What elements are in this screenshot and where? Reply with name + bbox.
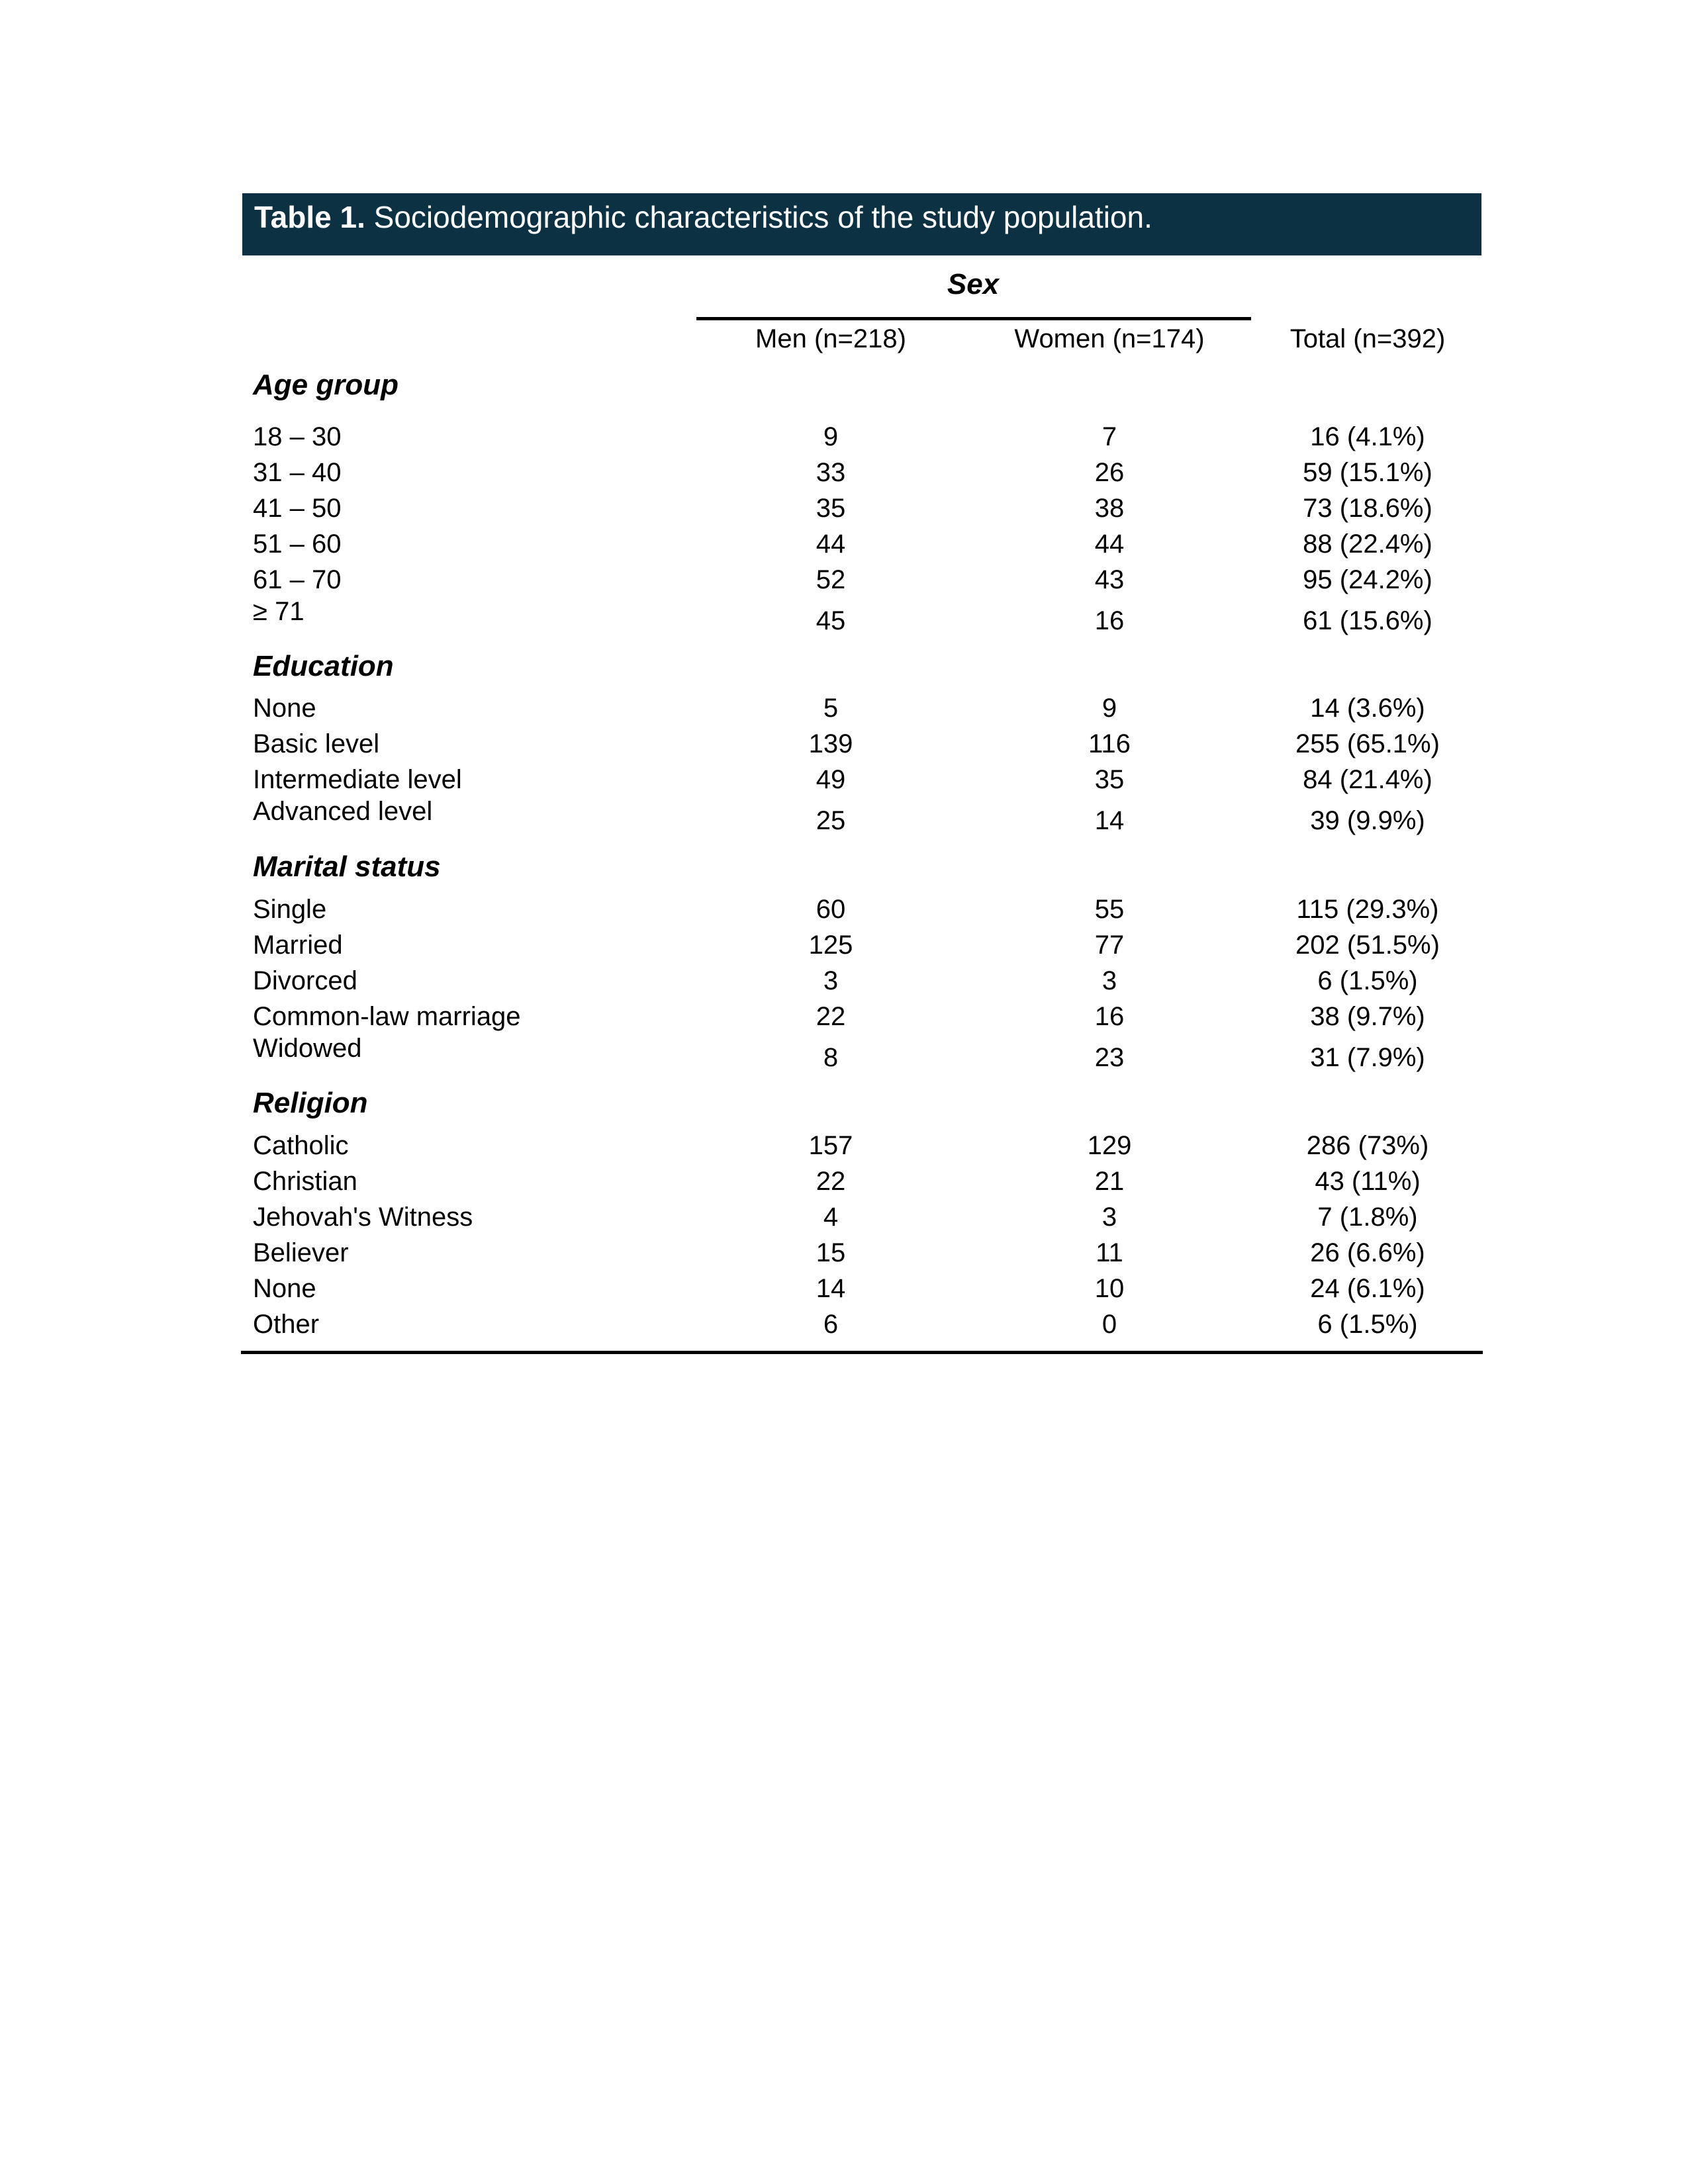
table-row — [242, 1306, 1481, 1343]
row-label: Single — [253, 895, 327, 924]
table-row — [242, 962, 1481, 999]
cell-total: 31 (7.9%) — [1310, 1043, 1425, 1072]
cell-total: 6 (1.5%) — [1317, 1310, 1418, 1339]
table-row — [242, 1127, 1481, 1164]
row-label: Believer — [253, 1238, 349, 1267]
table-row — [242, 725, 1481, 762]
cell-total: 61 (15.6%) — [1303, 606, 1432, 635]
cell-total: 6 (1.5%) — [1317, 966, 1418, 995]
cell-women: 3 — [1102, 1203, 1117, 1232]
cell-men: 49 — [816, 765, 846, 794]
row-label: Jehovah's Witness — [253, 1203, 473, 1232]
table-row — [242, 927, 1481, 964]
section-heading: Religion — [253, 1087, 368, 1119]
table-row — [242, 998, 1481, 1035]
cell-women: 0 — [1102, 1310, 1117, 1339]
cell-total: 16 (4.1%) — [1310, 422, 1425, 451]
cell-total: 95 (24.2%) — [1303, 565, 1432, 594]
table-caption-number: Table 1. — [254, 200, 365, 234]
cell-women: 43 — [1094, 565, 1125, 594]
table-caption — [242, 193, 1481, 255]
row-label: Intermediate level — [253, 765, 462, 794]
cell-women: 35 — [1094, 765, 1125, 794]
section-heading: Marital status — [253, 850, 441, 883]
cell-men: 15 — [816, 1238, 846, 1267]
cell-total: 26 (6.6%) — [1310, 1238, 1425, 1267]
cell-men: 139 — [808, 729, 853, 758]
cell-men: 14 — [816, 1274, 846, 1303]
row-label: 18 – 30 — [253, 422, 342, 451]
cell-women: 7 — [1102, 422, 1117, 451]
row-label: Basic level — [253, 729, 380, 758]
cell-men: 5 — [823, 694, 839, 723]
cell-total: 59 (15.1%) — [1303, 458, 1432, 487]
cell-women: 14 — [1094, 806, 1125, 835]
cell-men: 157 — [808, 1131, 853, 1160]
table-row — [242, 1163, 1481, 1200]
cell-men: 25 — [816, 806, 846, 835]
cell-men: 6 — [823, 1310, 839, 1339]
cell-total: 38 (9.7%) — [1310, 1002, 1425, 1031]
cell-men: 22 — [816, 1167, 846, 1196]
row-label: 61 – 70 — [253, 565, 342, 594]
cell-men: 52 — [816, 565, 846, 594]
cell-women: 129 — [1087, 1131, 1132, 1160]
cell-men: 35 — [816, 494, 846, 523]
row-label: Married — [253, 931, 343, 960]
cell-total: 202 (51.5%) — [1295, 931, 1440, 960]
cell-women: 11 — [1096, 1238, 1123, 1267]
cell-men: 3 — [823, 966, 839, 995]
row-label: None — [253, 1274, 316, 1303]
column-header-women: Women (n=174) — [1014, 324, 1205, 353]
cell-women: 44 — [1094, 529, 1125, 559]
cell-total: 73 (18.6%) — [1303, 494, 1432, 523]
cell-men: 8 — [823, 1043, 839, 1072]
column-header-men: Men (n=218) — [755, 324, 906, 353]
column-header-total: Total (n=392) — [1289, 324, 1446, 353]
cell-men: 44 — [816, 529, 846, 559]
row-label: None — [253, 694, 316, 723]
cell-women: 26 — [1094, 458, 1125, 487]
cell-women: 3 — [1102, 966, 1117, 995]
cell-men: 9 — [823, 422, 839, 451]
cell-women: 21 — [1094, 1167, 1125, 1196]
cell-total: 14 (3.6%) — [1310, 694, 1425, 723]
row-label: 31 – 40 — [253, 458, 342, 487]
cell-total: 255 (65.1%) — [1295, 729, 1440, 758]
row-label: Christian — [253, 1167, 357, 1196]
cell-total: 88 (22.4%) — [1303, 529, 1432, 559]
table-row — [242, 525, 1481, 563]
cell-women: 38 — [1094, 494, 1125, 523]
cell-women: 16 — [1094, 1002, 1125, 1031]
cell-men: 22 — [816, 1002, 846, 1031]
sex-group-header: Sex — [947, 268, 1000, 300]
table-row — [242, 454, 1481, 491]
table-caption-text: Sociodemographic characteristics of the study population. — [365, 200, 1152, 234]
table-row — [242, 597, 1481, 634]
cell-women: 55 — [1094, 895, 1125, 924]
section-heading: Education — [253, 650, 394, 682]
cell-women: 16 — [1094, 606, 1125, 635]
table-row — [242, 1234, 1481, 1271]
cell-men: 45 — [816, 606, 846, 635]
cell-women: 77 — [1094, 931, 1125, 960]
row-label: Common-law marriage — [253, 1002, 521, 1031]
table-row — [242, 418, 1481, 455]
row-label: 51 – 60 — [253, 529, 342, 559]
cell-men: 33 — [816, 458, 846, 487]
cell-men: 60 — [816, 895, 846, 924]
row-label: Advanced level — [253, 797, 433, 826]
cell-total: 115 (29.3%) — [1296, 895, 1439, 924]
section-heading: Age group — [253, 369, 399, 401]
row-label: 41 – 50 — [253, 494, 342, 523]
table-bottom-rule — [241, 1351, 1483, 1354]
row-label: ≥ 71 — [253, 597, 305, 626]
cell-women: 10 — [1094, 1274, 1125, 1303]
row-label: Widowed — [253, 1034, 362, 1063]
cell-total: 286 (73%) — [1306, 1131, 1429, 1160]
cell-women: 9 — [1102, 694, 1117, 723]
table-row — [242, 797, 1481, 834]
table-row — [242, 1199, 1481, 1236]
table-row — [242, 1270, 1481, 1307]
cell-women: 23 — [1094, 1043, 1125, 1072]
cell-women: 116 — [1088, 729, 1131, 758]
cell-total: 43 (11%) — [1315, 1167, 1421, 1196]
table-row — [242, 690, 1481, 727]
row-label: Catholic — [253, 1131, 349, 1160]
cell-men: 4 — [823, 1203, 839, 1232]
row-label: Divorced — [253, 966, 357, 995]
row-label: Other — [253, 1310, 320, 1339]
table-row — [242, 561, 1481, 598]
cell-total: 7 (1.8%) — [1317, 1203, 1418, 1232]
cell-total: 24 (6.1%) — [1310, 1274, 1425, 1303]
table-row — [242, 1034, 1481, 1071]
table-row — [242, 490, 1481, 527]
cell-men: 125 — [808, 931, 853, 960]
table-row — [242, 891, 1481, 928]
cell-total: 39 (9.9%) — [1310, 806, 1425, 835]
cell-total: 84 (21.4%) — [1303, 765, 1432, 794]
